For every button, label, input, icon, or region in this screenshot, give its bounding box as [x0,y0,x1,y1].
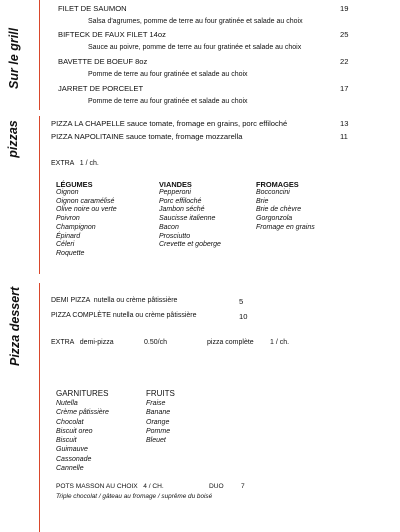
menu-item-name: JARRET DE PORCELET [58,84,144,93]
list-item: Banane [146,409,171,417]
extra-price: EXTRA 1 / ch. [51,160,99,167]
column-title-garnitures: GARNITURES [56,389,109,398]
list-item: Cassonade [56,455,92,463]
section-divider-dessert [39,283,40,532]
duo-label: DUO [209,483,224,490]
list-item: Oignon caramélisé [56,197,115,205]
list-item: Saucisse italienne [159,215,216,223]
menu-item-description: Salsa d'agrumes, pomme de terre au four gratinée et salade au choix [88,18,303,25]
section-title-pizzas: pizzas [6,120,20,158]
menu-item-description: Pomme de terre au four gratinée et salade au choix [88,98,248,105]
list-item: Crevette et goberge [159,241,221,249]
list-item: Orange [146,418,170,426]
list-item: Céleri [56,241,75,249]
pizza-item-price: 11 [340,132,348,141]
list-item: Bacon [159,223,179,231]
menu-item-price: 17 [340,84,349,93]
list-item: Pomme [146,427,171,435]
list-viandes [159,189,221,250]
section-divider-grill [39,0,40,110]
pizza-item-name: PIZZA LA CHAPELLE sauce tomate, fromage en grains, porc effiloché [51,119,288,128]
list-item: Nutella [56,400,78,407]
dessert-extra-full-price: 1 / ch. [270,339,290,346]
list-item: Olive noire ou verte [56,206,117,214]
menu-item-name: FILET DE SAUMON [58,4,127,13]
pizza-item-price: 13 [340,119,349,128]
duo-price: 7 [241,483,245,490]
dessert-extra-half-price: 0.50/ch [144,339,167,346]
list-item: Prosciutto [159,232,191,240]
list-item: Guimauve [56,446,88,454]
list-garnitures [56,399,109,473]
dessert-item-name: PIZZA COMPLÈTE nutella ou crème pâtissière [51,312,197,319]
list-item: Fromage en grains [256,223,315,231]
column-title-legumes: LÉGUMES [56,180,93,189]
list-item: Jambon séché [159,206,205,214]
pots-description: Triple chocolat / gâteau au fromage / suprême du boisé [56,493,213,500]
list-item: Oignon [56,189,79,196]
dessert-extra-label: EXTRA demi-pizza [51,339,114,346]
list-item: Gorgonzola [256,215,293,223]
list-item: Brie [256,197,269,205]
menu-item-name: BIFTECK DE FAUX FILET 14oz [58,30,166,39]
section-divider-pizzas [39,116,40,274]
list-item: Biscuit oreo [56,427,93,435]
menu-item-description: Sauce au poivre, pomme de terre au four gratinée et salade au choix [88,44,302,51]
list-item: Chocolat [56,418,84,426]
menu-item-description: Pomme de terre au four gratinée et salade au choix [88,71,248,78]
menu-item-price: 19 [340,4,349,13]
pots-label: POTS MASSON AU CHOIX 4 / CH. [56,483,164,490]
list-item: Biscuit [56,437,77,445]
column-title-fromages: FROMAGES [256,180,299,189]
list-item: Cannelle [56,465,84,473]
list-fruits [146,399,170,445]
menu-item-price: 25 [340,30,349,39]
list-legumes [56,189,117,259]
list-item: Brie de chèvre [256,206,302,214]
menu-item-price: 22 [340,57,349,66]
pizza-item-name: PIZZA NAPOLITAINE sauce tomate, fromage mozzarella [51,132,243,141]
list-item: Poivron [56,215,80,223]
dessert-extra-full-label: pizza complète [207,339,254,346]
dessert-item-name: DEMI PIZZA nutella ou crème pâtissière [51,297,178,304]
dessert-item-price: 5 [239,297,244,306]
list-item: Épinard [56,232,81,240]
list-item: Bocconcini [256,189,290,196]
list-item: Roquette [56,249,85,257]
list-fromages [256,189,315,233]
menu-item-name: BAVETTE DE BOEUF 8oz [58,57,148,66]
list-item: Crème pâtissière [56,409,109,417]
list-item: Pepperoni [159,189,191,196]
list-item: Champignon [56,223,96,231]
list-item: Porc effiloché [159,197,202,205]
list-item: Bleuet [146,437,166,445]
column-title-fruits: FRUITS [146,389,175,398]
dessert-item-price: 10 [239,312,248,321]
section-title-dessert: Pizza dessert [8,286,22,366]
list-item: Fraise [146,400,166,407]
column-title-viandes: VIANDES [159,180,192,189]
section-title-grill: Sur le grill [7,27,21,89]
